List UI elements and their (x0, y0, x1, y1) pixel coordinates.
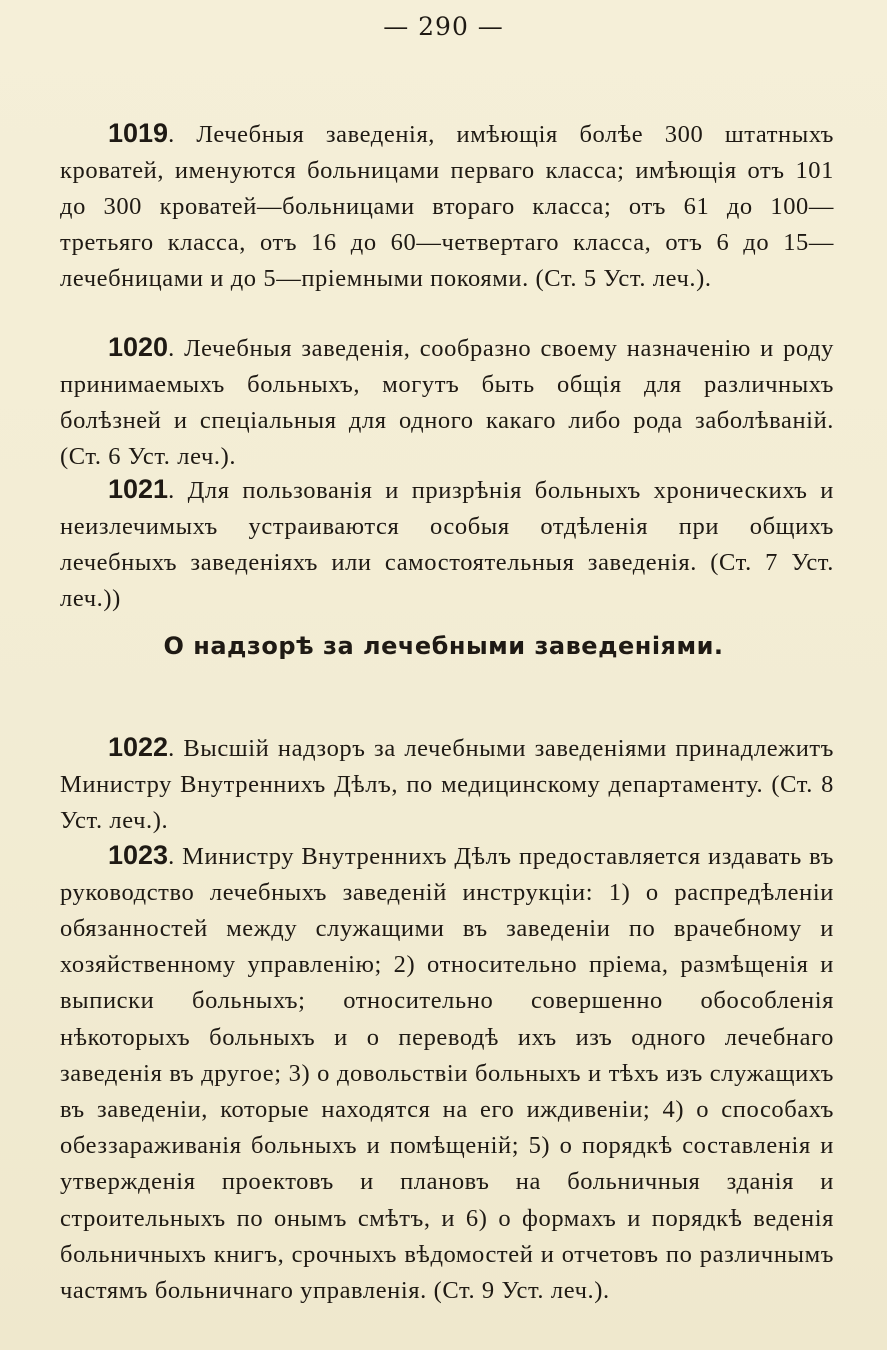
article-text: . Лечебныя заведенія, имѣющія болѣе 300 штатныхъ кроватей, именуются больницами перваго класса; имѣющія отъ 101 до 300 кроватей—больницами втораго класса; отъ 61 до 100—третьяго класса, отъ 16 до 60—четвертаго класса, отъ 6 до 15—лечебницами и до 5—пріемными покоями. (Ст. 5 Уст. леч.). (60, 120, 834, 293)
article-text: . Высшій надзоръ за лечебными заведеніями принадлежитъ Министру Внутреннихъ Дѣлъ, по медицинскому департаменту. (Ст. 8 Уст. леч.). (60, 734, 834, 834)
article-number: 1022 (108, 731, 169, 762)
page-number: — 290 — (383, 12, 504, 41)
article-1023 (60, 837, 834, 1310)
article-number: 1023 (108, 839, 169, 870)
article-text: . Для пользованія и призрѣнія больныхъ хроническихъ и неизлечимыхъ устраиваются особыя отдѣленія при общихъ лечебныхъ заведеніяхъ или самостоятельныя заведенія. (Ст. 7 Уст. леч.)) (60, 476, 834, 613)
article-1019 (60, 115, 834, 298)
article-1022 (60, 729, 834, 840)
article-number: 1019 (108, 117, 169, 148)
article-text: . Лечебныя заведенія, сообразно своему назначенію и роду принимаемыхъ больныхъ, могутъ быть общія для различныхъ болѣзней и спеціальныя для одного какаго либо рода заболѣваній. (Ст. 6 Уст. леч.). (60, 334, 834, 471)
article-1020 (60, 329, 834, 476)
article-text: . Министру Внутреннихъ Дѣлъ предоставляется издавать въ руководство лечебныхъ заведеній инструкціи: 1) о распредѣленіи обязанностей между служащими въ заведеніи по врачебному и хозяйственному управленію; 2) относительно пріема, размѣщенія и выписки больныхъ; относительно совершенно обособленія нѣкоторыхъ больныхъ и о переводѣ ихъ изъ одного лечебнаго заведенія въ другое; 3) о довольствіи больныхъ и тѣхъ изъ служащихъ въ заведеніи, которые находятся на его иждивеніи; 4) о способахъ обеззараживанія больныхъ и помѣщеній; 5) о порядкѣ составленія и утвержденія проектовъ и плановъ на больничныя зданія и строительныхъ по онымъ смѣтъ, и 6) о формахъ и порядкѣ веденія больничныхъ книгъ, срочныхъ вѣдомостей и отчетовъ по различнымъ частямъ больничнаго управленія. (Ст. 9 Уст. леч.). (60, 842, 834, 1304)
article-number: 1021 (108, 473, 169, 504)
article-1021 (60, 471, 834, 618)
section-heading: О надзорѣ за лечебными заведеніями. (163, 632, 724, 660)
article-number: 1020 (108, 331, 169, 362)
